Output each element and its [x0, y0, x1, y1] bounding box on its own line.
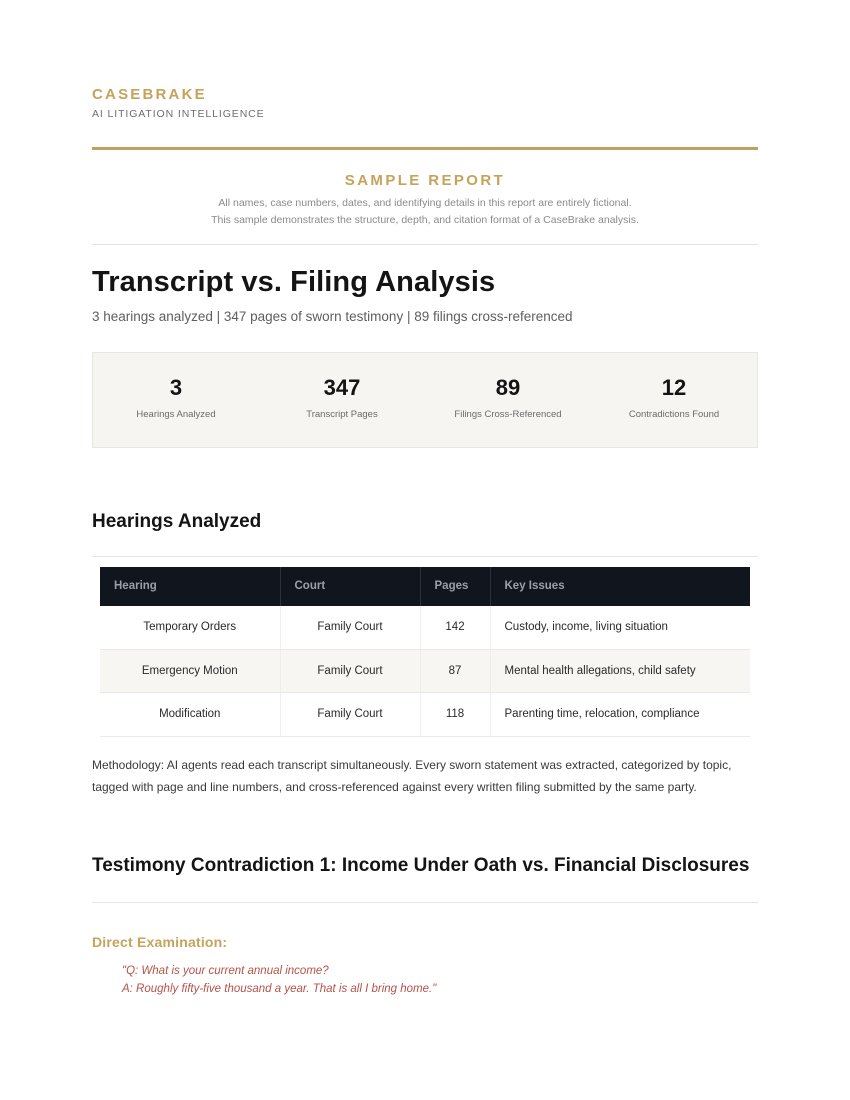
page-subtitle: 3 hearings analyzed | 347 pages of sworn testimony | 89 filings cross-referenced [92, 308, 573, 324]
cell-court: Family Court [280, 693, 420, 737]
sample-report-banner [92, 150, 758, 243]
stat-value: 12 [661, 374, 687, 400]
testimony-quote [92, 962, 758, 999]
quote-line-question: "Q: What is your current annual income? [122, 965, 329, 978]
cell-pages: 87 [420, 649, 490, 693]
table-header-row [100, 567, 750, 606]
cell-key-issues: Parenting time, relocation, compliance [490, 693, 750, 737]
sample-report-title: SAMPLE REPORT [344, 172, 506, 190]
section-divider [92, 556, 758, 557]
sample-disclaimer-line-1: All names, case numbers, dates, and identifying details in this report are entirely fictional. [218, 196, 632, 209]
stat-value: 347 [323, 374, 361, 400]
stat-label: Hearings Analyzed [136, 408, 216, 420]
stat-label: Contradictions Found [628, 408, 720, 420]
stat-card-contradictions [591, 375, 757, 422]
cell-pages: 118 [420, 693, 490, 737]
brand-name: CASEBRAKE [92, 86, 207, 103]
stat-card-transcript-pages [259, 375, 425, 422]
table-header [100, 567, 750, 606]
brand-tagline: AI LITIGATION INTELLIGENCE [92, 107, 265, 120]
direct-examination-label: Direct Examination: [92, 933, 228, 950]
cell-key-issues: Custody, income, living situation [490, 606, 750, 649]
cell-pages: 142 [420, 606, 490, 649]
summary-stats [92, 352, 758, 449]
hearings-table-wrapper [92, 567, 758, 737]
cell-court: Family Court [280, 649, 420, 693]
section-heading-hearings: Hearings Analyzed [92, 511, 262, 533]
quote-line-answer: A: Roughly fifty-five thousand a year. That is all I bring home." [122, 983, 437, 996]
banner-divider [92, 244, 758, 245]
column-header-hearing[interactable]: Hearing [100, 567, 280, 606]
cell-court: Family Court [280, 606, 420, 649]
cell-hearing: Temporary Orders [100, 606, 280, 649]
hearings-table [100, 567, 750, 737]
contradiction-divider [92, 902, 758, 903]
table-body [100, 606, 750, 737]
cell-hearing: Modification [100, 693, 280, 737]
page-title: Transcript vs. Filing Analysis [92, 265, 496, 298]
cell-hearing: Emergency Motion [100, 649, 280, 693]
sample-disclaimer-line-2: This sample demonstrates the structure, depth, and citation format of a CaseBrake analysis. [211, 214, 639, 227]
stat-card-filings [425, 375, 591, 422]
methodology-paragraph: Methodology: AI agents read each transcript simultaneously. Every sworn statement was extracted, categorized by topic, tagged with page and line numbers, and cross-referenced against every written filing submitted by the same party. [92, 757, 732, 795]
table-row [100, 649, 750, 693]
column-header-pages[interactable]: Pages [420, 567, 490, 606]
stat-label: Transcript Pages [306, 408, 378, 420]
table-row [100, 606, 750, 649]
stat-value: 89 [495, 374, 521, 400]
cell-key-issues: Mental health allegations, child safety [490, 649, 750, 693]
stat-label: Filings Cross-Referenced [454, 408, 562, 420]
stat-value: 3 [169, 374, 183, 400]
column-header-court[interactable]: Court [280, 567, 420, 606]
contradiction-heading: Testimony Contradiction 1: Income Under Oath vs. Financial Disclosures [92, 855, 750, 877]
table-row [100, 693, 750, 737]
brand-header [92, 86, 758, 121]
column-header-key-issues[interactable]: Key Issues [490, 567, 750, 606]
stat-card-hearings [93, 375, 259, 422]
